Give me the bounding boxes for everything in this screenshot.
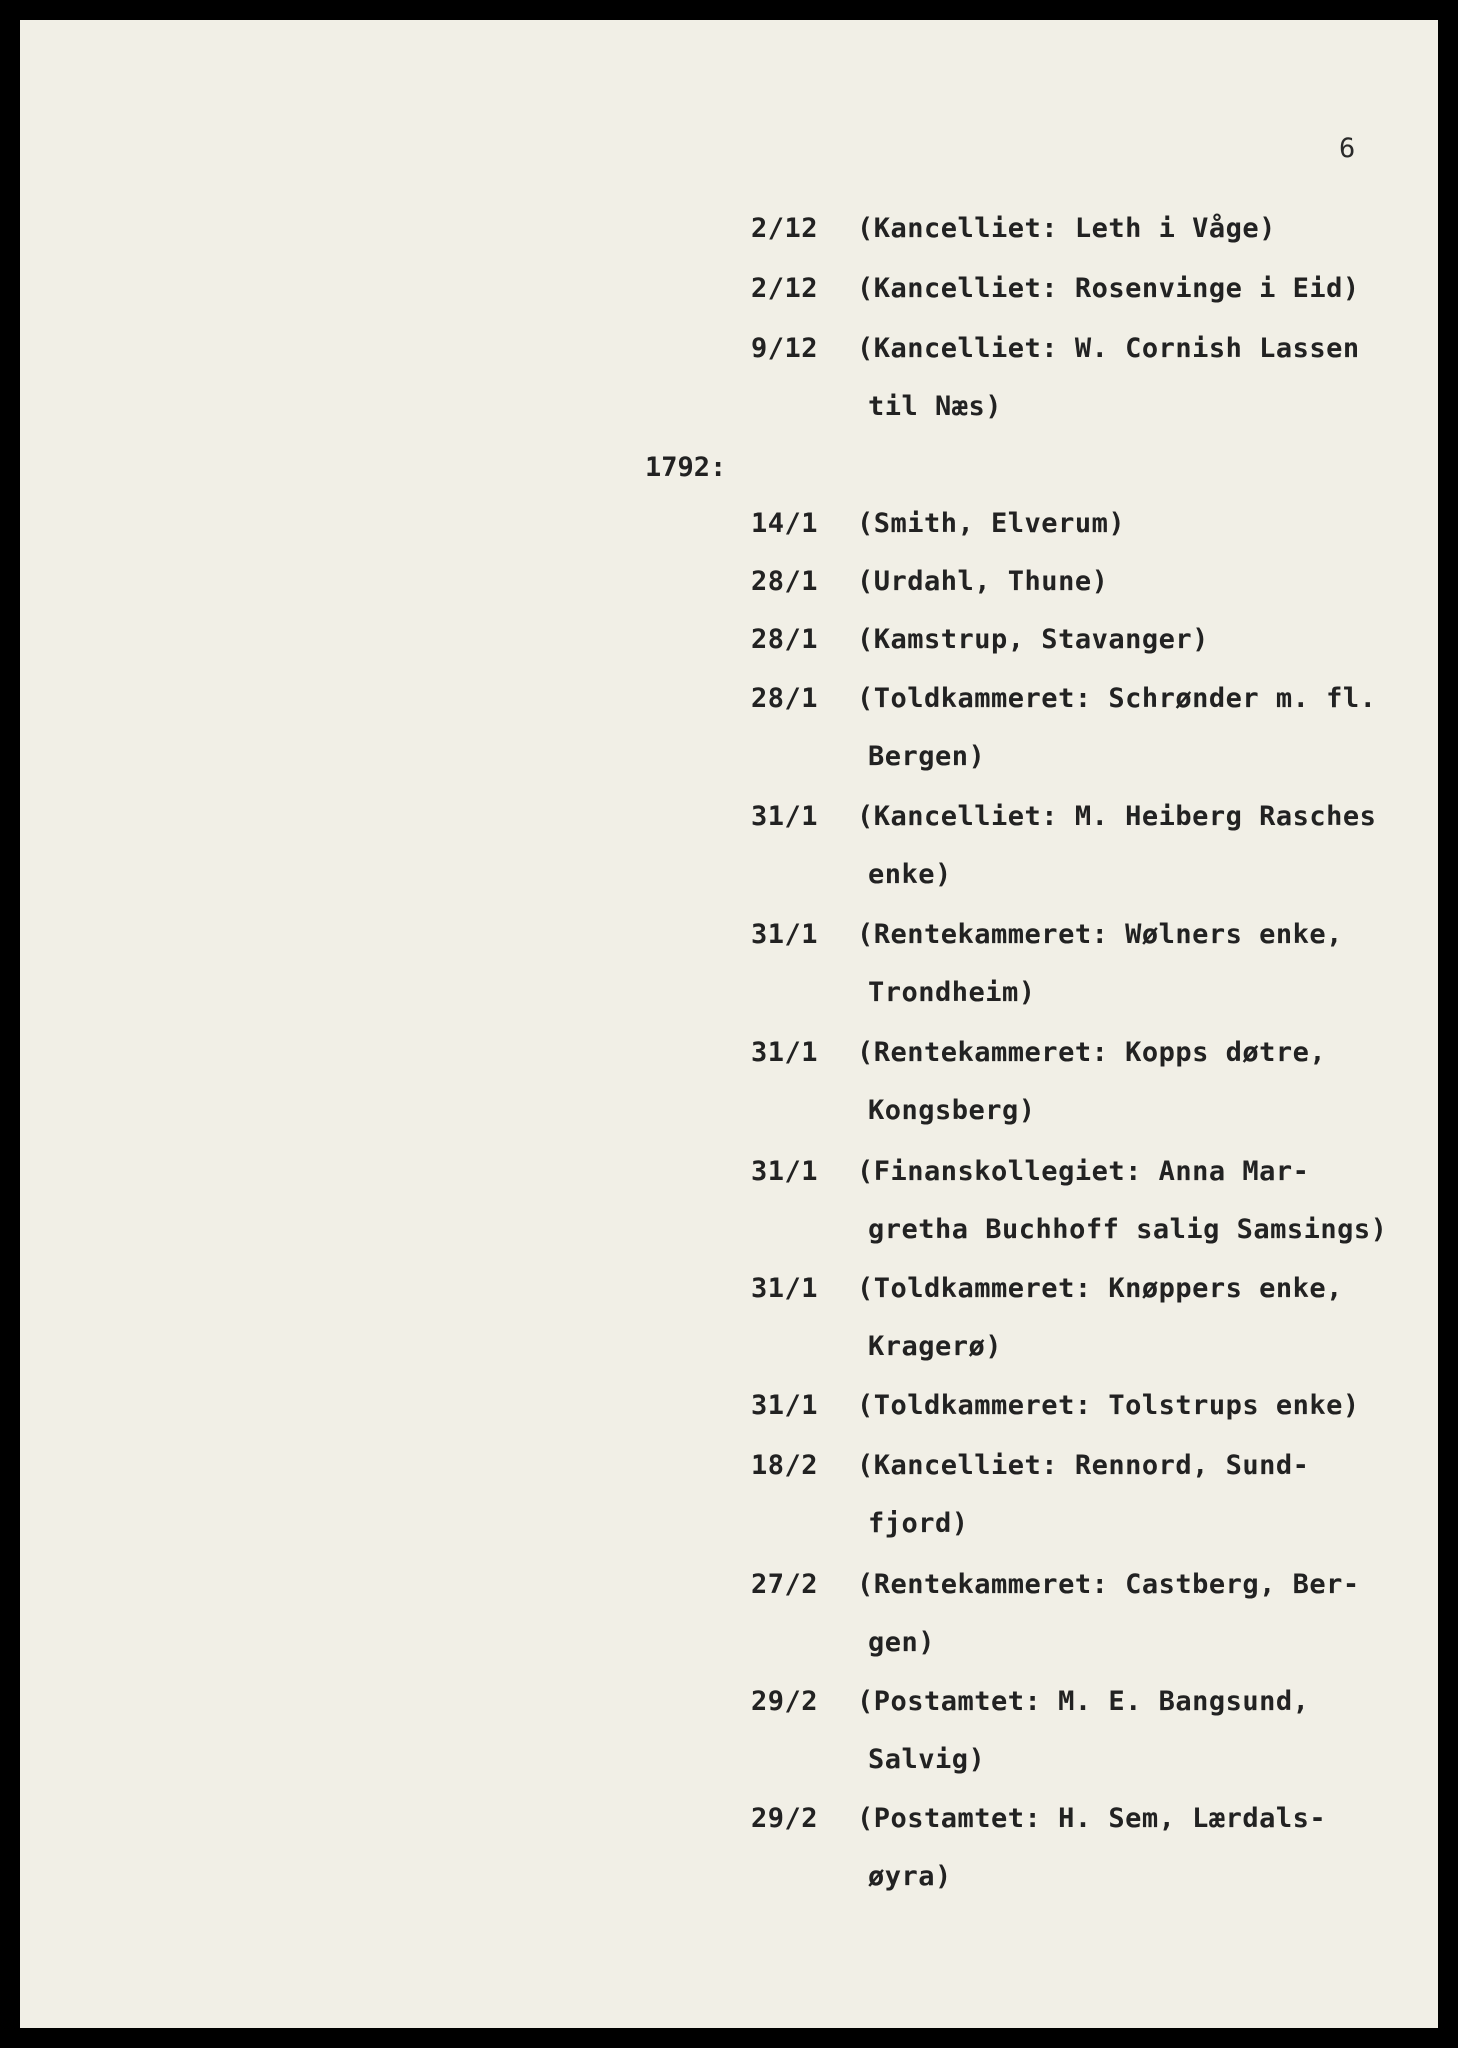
entry-date: 31/1	[751, 1390, 819, 1421]
entry-text-continued: Salvig)	[868, 1744, 986, 1775]
entry-date: 29/2	[751, 1686, 819, 1717]
entry-date: 14/1	[751, 508, 819, 539]
entry-text-continued: gen)	[868, 1627, 936, 1658]
entry-text: (Postamtet: M. E. Bangsund,	[857, 1686, 1310, 1717]
entry-text: (Kancelliet: M. Heiberg Rasches	[857, 801, 1377, 832]
year-heading: 1792:	[645, 452, 727, 483]
entry-text-continued: Kongsberg)	[868, 1095, 1036, 1126]
entry-text: (Toldkammeret: Knøppers enke,	[857, 1273, 1343, 1304]
entry-text: (Rentekammeret: Castberg, Ber-	[857, 1569, 1360, 1600]
entry-date: 2/12	[751, 273, 819, 304]
entry-date: 18/2	[751, 1450, 819, 1481]
entry-text: (Kancelliet: Leth i Våge)	[857, 213, 1276, 244]
entry-date: 28/1	[751, 624, 819, 655]
entry-text: (Kancelliet: Rosenvinge i Eid)	[857, 273, 1360, 304]
entry-text-continued: Trondheim)	[868, 977, 1036, 1008]
entry-text: (Smith, Elverum)	[857, 508, 1126, 539]
entry-text-continued: Kragerø)	[868, 1331, 1003, 1362]
entry-text-continued: Bergen)	[868, 741, 986, 772]
entry-text-continued: øyra)	[868, 1861, 952, 1892]
entry-text: (Toldkammeret: Tolstrups enke)	[857, 1390, 1360, 1421]
document-page	[20, 20, 1438, 2028]
entry-date: 27/2	[751, 1569, 819, 1600]
entry-date: 31/1	[751, 919, 819, 950]
entry-text: (Postamtet: H. Sem, Lærdals-	[857, 1803, 1327, 1834]
entry-date: 28/1	[751, 683, 819, 714]
entry-text: (Toldkammeret: Schrønder m. fl.	[857, 683, 1377, 714]
entry-text: (Kancelliet: W. Cornish Lassen	[857, 333, 1360, 364]
entry-date: 31/1	[751, 1273, 819, 1304]
entry-date: 31/1	[751, 801, 819, 832]
page-number: 6	[1339, 133, 1356, 164]
entry-text: (Rentekammeret: Wølners enke,	[857, 919, 1343, 950]
entry-date: 31/1	[751, 1156, 819, 1187]
entry-text-continued: enke)	[868, 859, 952, 890]
entry-text: (Kamstrup, Stavanger)	[857, 624, 1209, 655]
entry-text: (Urdahl, Thune)	[857, 566, 1109, 597]
entry-date: 31/1	[751, 1037, 819, 1068]
entry-date: 2/12	[751, 213, 819, 244]
entry-text: (Rentekammeret: Kopps døtre,	[857, 1037, 1327, 1068]
entry-text: (Finanskollegiet: Anna Mar-	[857, 1156, 1310, 1187]
entry-text-continued: fjord)	[868, 1508, 969, 1539]
entry-text-continued: gretha Buchhoff salig Samsings)	[868, 1214, 1388, 1245]
entry-text: (Kancelliet: Rennord, Sund-	[857, 1450, 1310, 1481]
entry-text-continued: til Næs)	[868, 391, 1003, 422]
entry-date: 28/1	[751, 566, 819, 597]
entry-date: 9/12	[751, 333, 819, 364]
entry-date: 29/2	[751, 1803, 819, 1834]
